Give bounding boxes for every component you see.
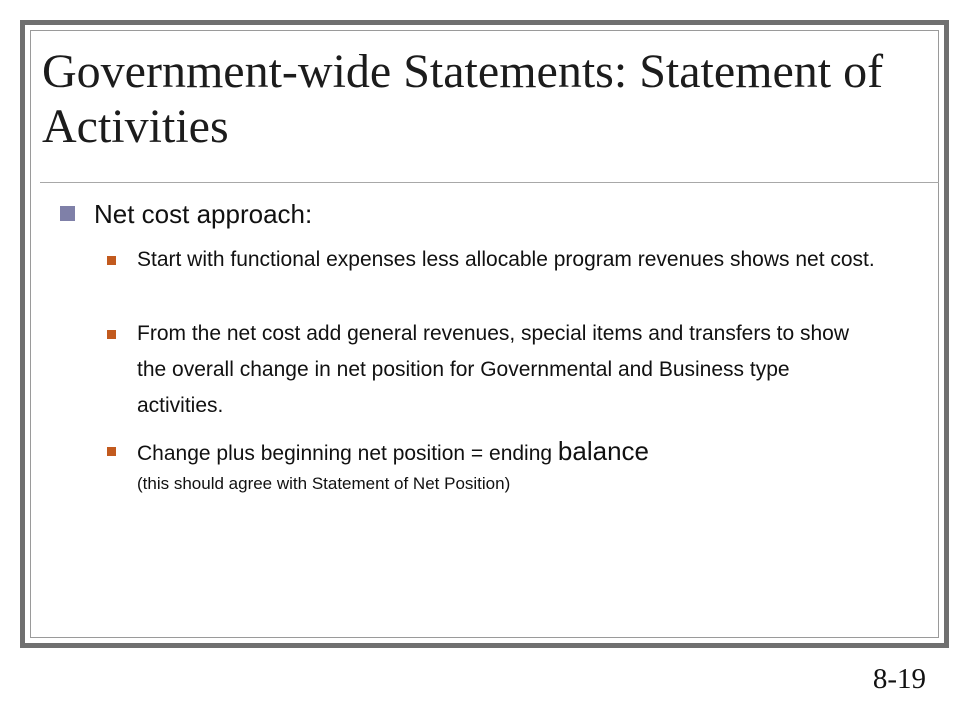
main-bullet-text: Net cost approach: bbox=[94, 199, 313, 229]
emphasis-text: balance bbox=[557, 436, 649, 466]
sub-bullet-text: Start with functional expenses less allocable program revenues shows net cost. bbox=[137, 248, 875, 271]
sub-bullet-text: Change plus beginning net position = ending bbox=[137, 442, 553, 465]
square-bullet-icon bbox=[60, 206, 75, 221]
sub-bullet-text-container bbox=[137, 433, 877, 496]
slide-title: Government-wide Statements: Statement of Activities bbox=[42, 45, 884, 153]
page-number: 8-19 bbox=[872, 663, 926, 695]
square-bullet-icon bbox=[107, 256, 116, 265]
sub-bullet-text: From the net cost add general revenues, special items and transfers to show the overall change in net position for Governmental and Business type activities. bbox=[137, 322, 850, 417]
sub-bullet-note: (this should agree with Statement of Net Position) bbox=[137, 474, 511, 493]
square-bullet-icon bbox=[107, 447, 116, 456]
square-bullet-icon bbox=[107, 330, 116, 339]
